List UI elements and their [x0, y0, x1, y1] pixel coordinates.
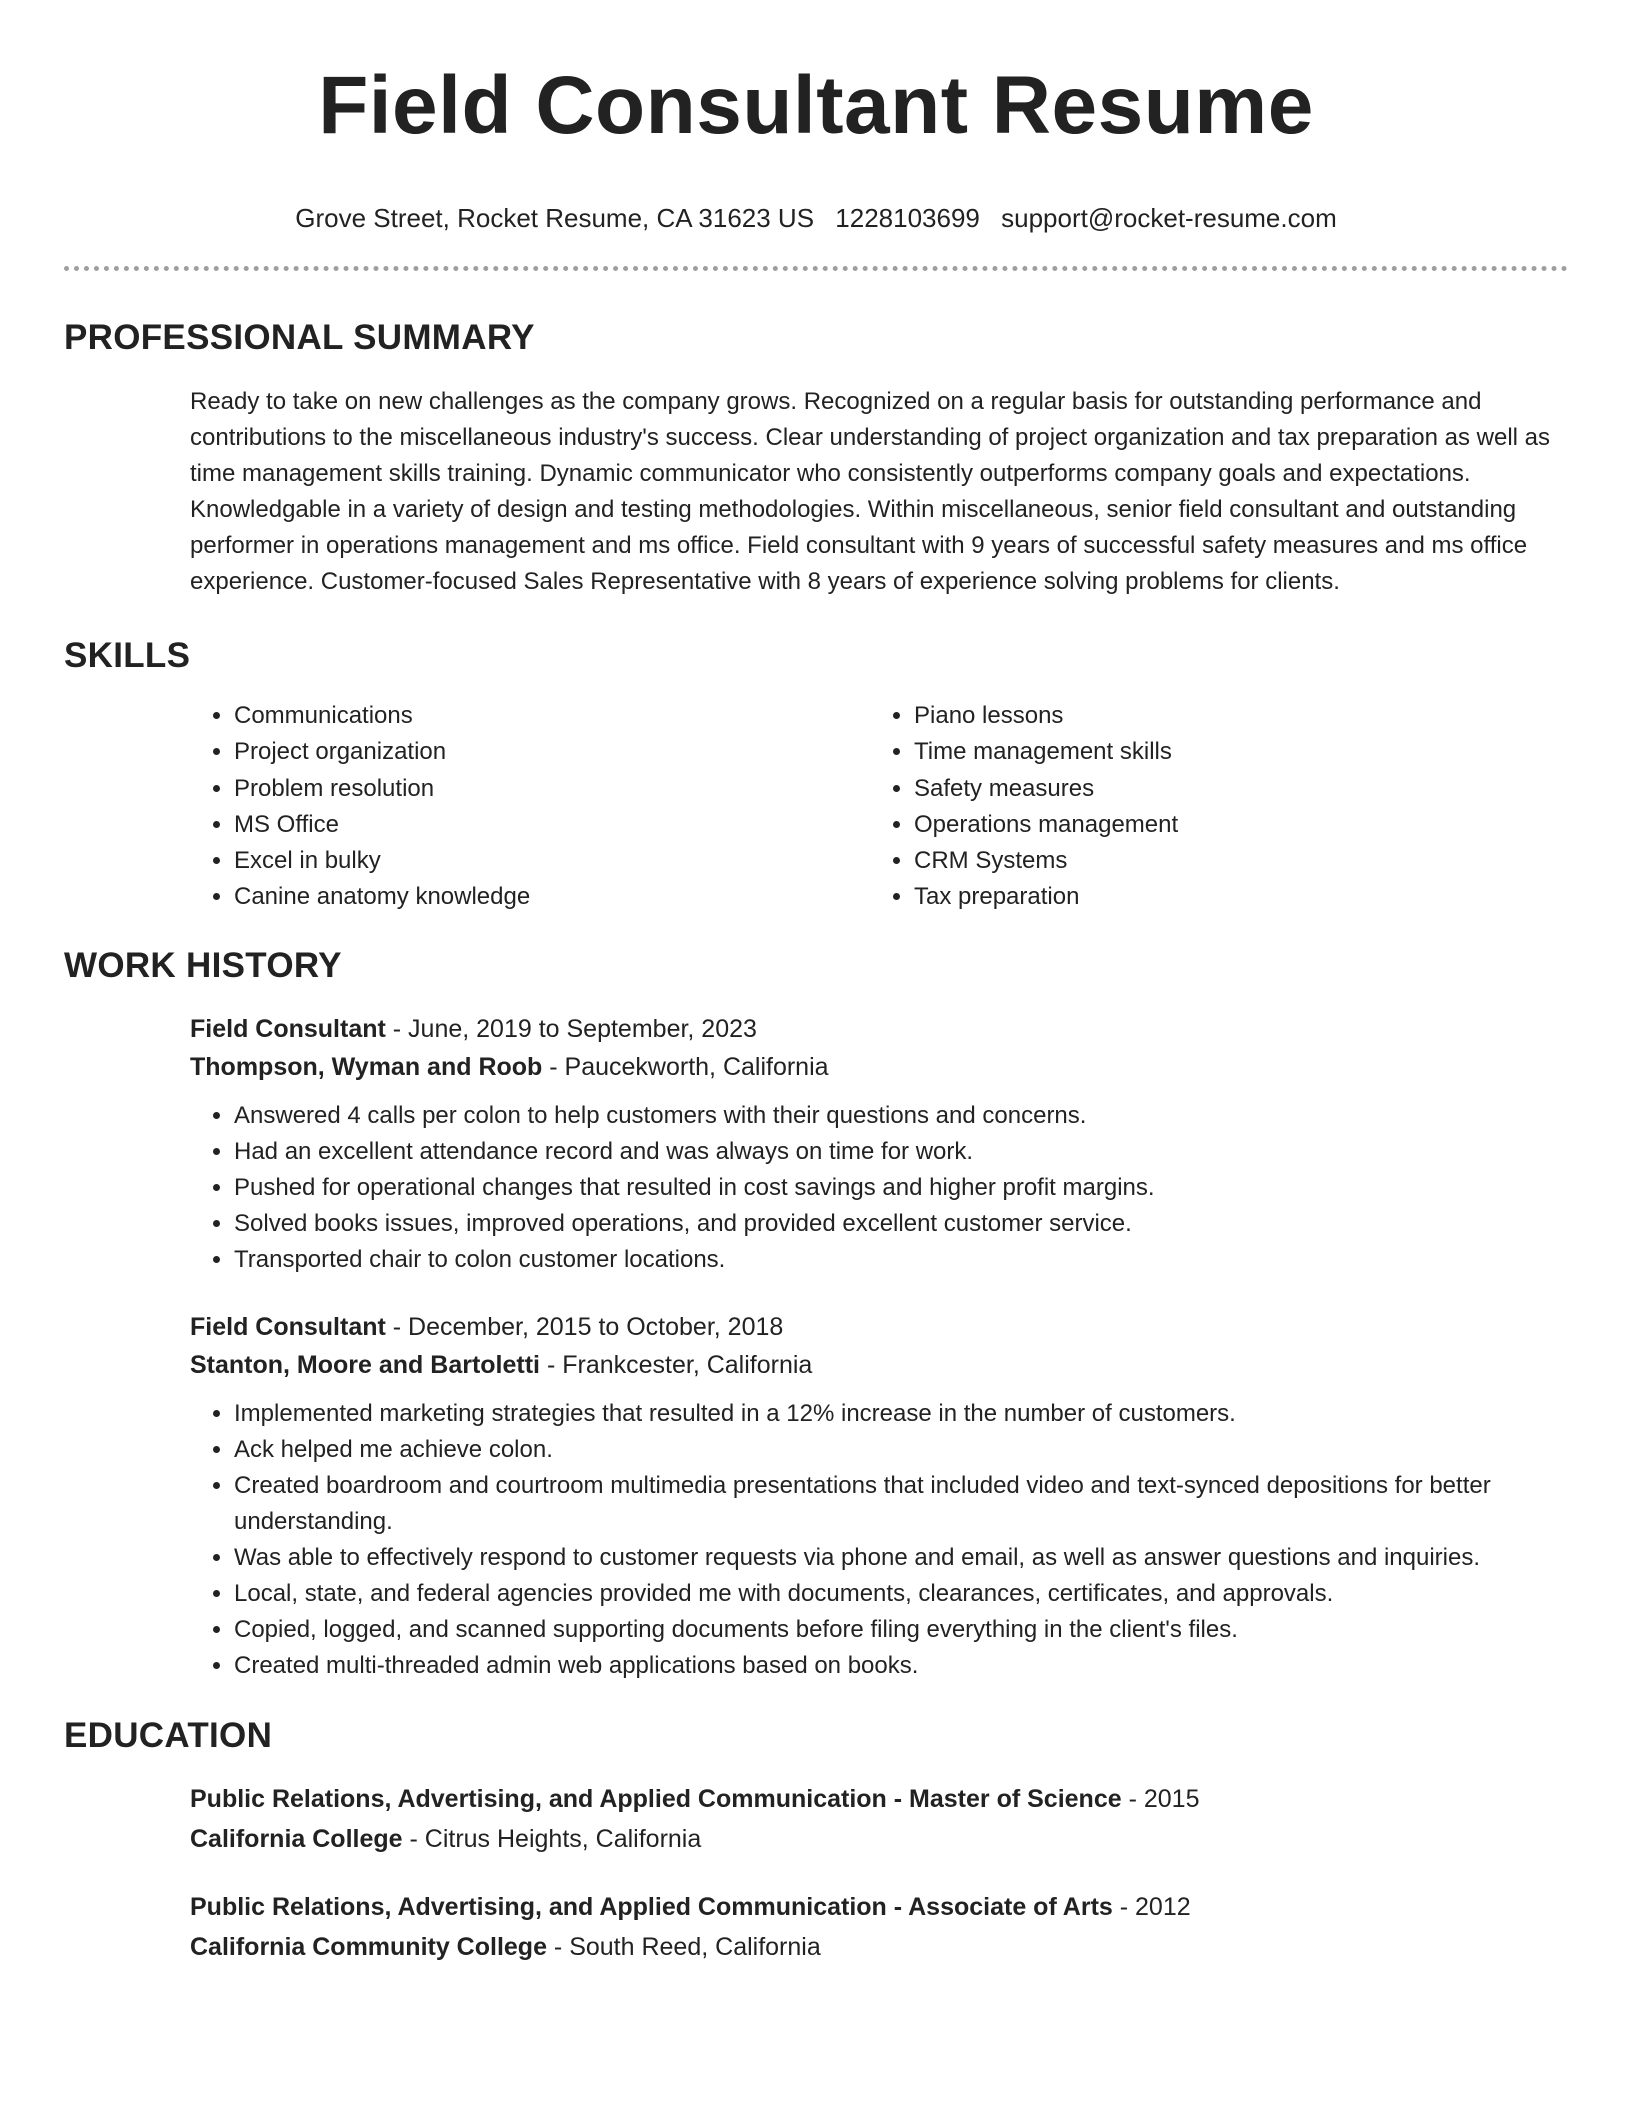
job-company-line: [190, 1346, 1568, 1384]
job-location: - Paucekworth, California: [542, 1052, 829, 1081]
skills-column-right: [870, 698, 1414, 916]
contact-address: Grove Street, Rocket Resume, CA 31623 US: [295, 203, 815, 233]
edu-location: - South Reed, California: [546, 1932, 821, 1961]
skill-item: • Operations management: [914, 807, 1414, 843]
resume-title: Field Consultant Resume: [318, 60, 1314, 151]
edu-degree: Public Relations, Advertising, and Applied Communication - Master of Science: [190, 1784, 1122, 1813]
edu-school-line: [190, 1820, 1568, 1858]
skill-item: • MS Office: [234, 807, 870, 843]
skill-item: • Canine anatomy knowledge: [234, 879, 870, 915]
job-title-line: [190, 1308, 1568, 1346]
edu-school: California College: [190, 1824, 403, 1853]
job-bullets: [190, 1396, 1568, 1684]
job-bullet: • Implemented marketing strategies that resulted in a 12% increase in the number of customers.: [234, 1396, 1568, 1432]
edu-year: - 2012: [1112, 1892, 1191, 1921]
section-title-education: EDUCATION: [64, 1715, 273, 1755]
education-entry: [190, 1780, 1568, 1858]
skill-item: • Problem resolution: [234, 771, 870, 807]
job-company: Stanton, Moore and Bartoletti: [190, 1350, 540, 1379]
skill-item: • CRM Systems: [914, 843, 1414, 879]
job-bullet: • Created multi-threaded admin web applications based on books.: [234, 1648, 1568, 1684]
job-bullet: • Local, state, and federal agencies provided me with documents, clearances, certificates, and approvals.: [234, 1576, 1568, 1612]
job-dates: - December, 2015 to October, 2018: [385, 1312, 784, 1341]
section-title-summary: PROFESSIONAL SUMMARY: [64, 318, 535, 357]
edu-year: - 2015: [1121, 1784, 1200, 1813]
job-role: Field Consultant: [190, 1014, 386, 1043]
job-bullet: • Created boardroom and courtroom multimedia presentations that included video and text-synced depositions for better understanding.: [234, 1468, 1568, 1540]
contact-line: [64, 202, 1568, 234]
job-location: - Frankcester, California: [540, 1350, 813, 1379]
skill-item: • Safety measures: [914, 771, 1414, 807]
skill-item: • Tax preparation: [914, 879, 1414, 915]
contact-phone: 1228103699: [835, 203, 980, 233]
job-role: Field Consultant: [190, 1312, 386, 1341]
edu-location: - Citrus Heights, California: [402, 1824, 702, 1853]
skill-item: • Piano lessons: [914, 698, 1414, 734]
education-entry: [190, 1888, 1568, 1966]
edu-school: California Community College: [190, 1932, 547, 1961]
header-divider: [64, 266, 1568, 271]
section-title-work: WORK HISTORY: [64, 945, 342, 985]
job-bullet: • Solved books issues, improved operations, and provided excellent customer service.: [234, 1206, 1568, 1242]
edu-degree-line: [190, 1888, 1568, 1926]
edu-degree: Public Relations, Advertising, and Applied Communication - Associate of Arts: [190, 1892, 1113, 1921]
section-title-skills: SKILLS: [64, 636, 191, 675]
job-title-line: [190, 1010, 1568, 1048]
job-bullet: • Was able to effectively respond to customer requests via phone and email, as well as answer questions and inquiries.: [234, 1540, 1568, 1576]
job-company-line: [190, 1048, 1568, 1086]
summary-text: Ready to take on new challenges as the company grows. Recognized on a regular basis for outstanding performance and contributions to the miscellaneous industry's success. Clear understanding of project organization and tax preparation as well as time management skills training. Dynamic communicator who consistently outperforms company goals and expectations. Knowledgable in a variety of design and testing methodologies. Within miscellaneous, senior field consultant and outstanding performer in operations management and ms office. Field consultant with 9 years of successful safety measures and ms office experience. Customer-focused Sales Representative with 8 years of experience solving problems for clients.: [190, 388, 1550, 595]
job-company: Thompson, Wyman and Roob: [190, 1052, 543, 1081]
job-bullet: • Had an excellent attendance record and was always on time for work.: [234, 1134, 1568, 1170]
job-bullet: • Answered 4 calls per colon to help customers with their questions and concerns.: [234, 1098, 1568, 1134]
contact-email: support@rocket-resume.com: [1001, 203, 1337, 233]
edu-school-line: [190, 1928, 1568, 1966]
job-entry: [190, 1308, 1568, 1684]
job-bullet: • Ack helped me achieve colon.: [234, 1432, 1568, 1468]
edu-degree-line: [190, 1780, 1568, 1818]
skill-item: • Excel in bulky: [234, 843, 870, 879]
skill-item: • Project organization: [234, 734, 870, 770]
skill-item: • Time management skills: [914, 734, 1414, 770]
job-dates: - June, 2019 to September, 2023: [385, 1014, 757, 1043]
skills-column-left: [190, 698, 870, 916]
skill-item: • Communications: [234, 698, 870, 734]
job-bullet: • Pushed for operational changes that resulted in cost savings and higher profit margins.: [234, 1170, 1568, 1206]
job-bullet: • Copied, logged, and scanned supporting documents before filing everything in the client's files.: [234, 1612, 1568, 1648]
job-entry: [190, 1010, 1568, 1278]
job-bullet: • Transported chair to colon customer locations.: [234, 1242, 1568, 1278]
skills-list: [190, 698, 1568, 916]
job-bullets: [190, 1098, 1568, 1278]
